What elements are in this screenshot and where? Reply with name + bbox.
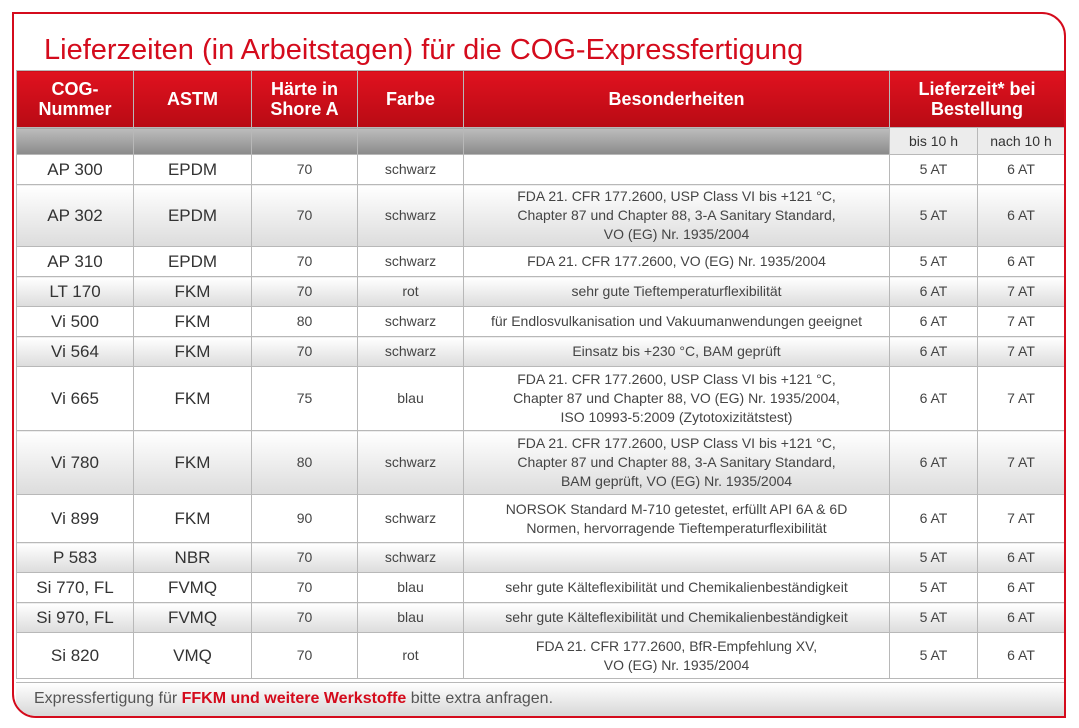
haerte-cell: 70 (252, 247, 358, 277)
lieferzeit-bis-cell: 6 AT (890, 431, 978, 495)
farbe-cell: rot (358, 277, 464, 307)
farbe-cell: schwarz (358, 247, 464, 277)
farbe-cell: schwarz (358, 307, 464, 337)
farbe-cell: schwarz (358, 185, 464, 247)
lieferzeit-bis-cell: 5 AT (890, 185, 978, 247)
lieferzeit-nach-cell: 7 AT (978, 277, 1065, 307)
astm-cell: EPDM (134, 155, 252, 185)
haerte-cell: 70 (252, 633, 358, 679)
cog-nummer-cell: LT 170 (17, 277, 134, 307)
besonderheiten-cell (464, 543, 890, 573)
haerte-cell: 90 (252, 495, 358, 543)
table-row (17, 307, 1065, 337)
haerte-cell: 70 (252, 155, 358, 185)
footer-text: Expressfertigung für FFKM und weitere Werkstoffe bitte extra anfragen. (34, 690, 554, 707)
header-haerte: Härte in Shore A (252, 71, 358, 128)
table-row (17, 543, 1065, 573)
farbe-cell: blau (358, 367, 464, 431)
besonderheiten-cell: FDA 21. CFR 177.2600, BfR-Empfehlung XV, VO (EG) Nr. 1935/2004 (464, 633, 890, 679)
table-row (17, 603, 1065, 633)
cog-nummer-cell: Si 820 (17, 633, 134, 679)
farbe-cell: schwarz (358, 495, 464, 543)
astm-cell: VMQ (134, 633, 252, 679)
lieferzeit-nach-cell: 7 AT (978, 367, 1065, 431)
lieferzeit-nach-cell: 6 AT (978, 155, 1065, 185)
lieferzeit-bis-cell: 6 AT (890, 307, 978, 337)
astm-cell: FKM (134, 277, 252, 307)
page-title: Lieferzeiten (in Arbeitstagen) für die COG-Expressfertigung (44, 34, 804, 66)
cog-nummer-cell: Si 970, FL (17, 603, 134, 633)
cog-nummer-cell: Vi 899 (17, 495, 134, 543)
lieferzeit-bis-cell: 6 AT (890, 337, 978, 367)
besonderheiten-cell: sehr gute Kälteflexibilität und Chemikalienbeständigkeit (464, 573, 890, 603)
lieferzeit-bis-cell: 6 AT (890, 277, 978, 307)
haerte-cell: 80 (252, 431, 358, 495)
subheader-nach-10h: nach 10 h (978, 128, 1065, 155)
haerte-cell: 70 (252, 543, 358, 573)
besonderheiten-cell: NORSOK Standard M-710 getestet, erfüllt API 6A & 6D Normen, hervorragende Tieftemperaturflexibilität (464, 495, 890, 543)
astm-cell: FKM (134, 337, 252, 367)
table-row (17, 337, 1065, 367)
cog-nummer-cell: P 583 (17, 543, 134, 573)
lieferzeit-bis-cell: 5 AT (890, 603, 978, 633)
farbe-cell: schwarz (358, 155, 464, 185)
cog-nummer-cell: AP 310 (17, 247, 134, 277)
lieferzeit-bis-cell: 5 AT (890, 543, 978, 573)
header-astm: ASTM (134, 71, 252, 128)
farbe-cell: schwarz (358, 431, 464, 495)
besonderheiten-cell: FDA 21. CFR 177.2600, USP Class VI bis +121 °C, Chapter 87 und Chapter 88, 3-A Sanitary Standard, VO (EG) Nr. 1935/2004 (464, 185, 890, 247)
farbe-cell: schwarz (358, 337, 464, 367)
lieferzeit-nach-cell: 6 AT (978, 543, 1065, 573)
lieferzeit-nach-cell: 6 AT (978, 633, 1065, 679)
lieferzeit-nach-cell: 7 AT (978, 337, 1065, 367)
besonderheiten-cell (464, 155, 890, 185)
header-lieferzeit: Lieferzeit* bei Bestellung (890, 71, 1065, 128)
lieferzeit-nach-cell: 6 AT (978, 603, 1065, 633)
haerte-cell: 70 (252, 277, 358, 307)
lieferzeit-bis-cell: 6 AT (890, 495, 978, 543)
farbe-cell: rot (358, 633, 464, 679)
cog-nummer-cell: Vi 564 (17, 337, 134, 367)
delivery-times-table (16, 70, 1065, 679)
farbe-cell: schwarz (358, 543, 464, 573)
lieferzeit-nach-cell: 6 AT (978, 573, 1065, 603)
haerte-cell: 70 (252, 573, 358, 603)
astm-cell: FKM (134, 307, 252, 337)
header-cog-nummer: COG- Nummer (17, 71, 134, 128)
table-row (17, 247, 1065, 277)
cog-nummer-cell: AP 300 (17, 155, 134, 185)
besonderheiten-cell: FDA 21. CFR 177.2600, USP Class VI bis +121 °C, Chapter 87 und Chapter 88, 3-A Sanitary Standard, BAM geprüft, VO (EG) Nr. 1935/2004 (464, 431, 890, 495)
table-row (17, 367, 1065, 431)
table-row (17, 155, 1065, 185)
besonderheiten-cell: für Endlosvulkanisation und Vakuumanwendungen geeignet (464, 307, 890, 337)
lieferzeit-bis-cell: 5 AT (890, 155, 978, 185)
haerte-cell: 70 (252, 603, 358, 633)
astm-cell: FKM (134, 367, 252, 431)
table-header-row (17, 71, 1065, 128)
farbe-cell: blau (358, 573, 464, 603)
besonderheiten-cell: sehr gute Tieftemperaturflexibilität (464, 277, 890, 307)
table-row (17, 495, 1065, 543)
haerte-cell: 70 (252, 185, 358, 247)
haerte-cell: 80 (252, 307, 358, 337)
astm-cell: FKM (134, 495, 252, 543)
lieferzeit-nach-cell: 7 AT (978, 495, 1065, 543)
farbe-cell: blau (358, 603, 464, 633)
besonderheiten-cell: sehr gute Kälteflexibilität und Chemikalienbeständigkeit (464, 603, 890, 633)
lieferzeit-bis-cell: 5 AT (890, 633, 978, 679)
footer-highlight: FFKM und weitere Werkstoffe (181, 690, 407, 707)
subheader-bis-10h: bis 10 h (890, 128, 978, 155)
astm-cell: FVMQ (134, 603, 252, 633)
cog-nummer-cell: Si 770, FL (17, 573, 134, 603)
table-row (17, 431, 1065, 495)
delivery-times-card (12, 12, 1066, 718)
cog-nummer-cell: Vi 665 (17, 367, 134, 431)
astm-cell: FVMQ (134, 573, 252, 603)
lieferzeit-nach-cell: 7 AT (978, 431, 1065, 495)
cog-nummer-cell: Vi 500 (17, 307, 134, 337)
table-row (17, 633, 1065, 679)
table-subheader-row (17, 128, 1065, 155)
footer-note (16, 682, 1064, 717)
lieferzeit-nach-cell: 6 AT (978, 185, 1065, 247)
lieferzeit-nach-cell: 6 AT (978, 247, 1065, 277)
lieferzeit-bis-cell: 5 AT (890, 247, 978, 277)
table-row (17, 185, 1065, 247)
header-besonderheiten: Besonderheiten (464, 71, 890, 128)
lieferzeit-nach-cell: 7 AT (978, 307, 1065, 337)
haerte-cell: 75 (252, 367, 358, 431)
table-row (17, 277, 1065, 307)
astm-cell: EPDM (134, 185, 252, 247)
table-row (17, 573, 1065, 603)
besonderheiten-cell: Einsatz bis +230 °C, BAM geprüft (464, 337, 890, 367)
lieferzeit-bis-cell: 5 AT (890, 573, 978, 603)
haerte-cell: 70 (252, 337, 358, 367)
astm-cell: NBR (134, 543, 252, 573)
header-farbe: Farbe (358, 71, 464, 128)
astm-cell: FKM (134, 431, 252, 495)
lieferzeit-bis-cell: 6 AT (890, 367, 978, 431)
astm-cell: EPDM (134, 247, 252, 277)
besonderheiten-cell: FDA 21. CFR 177.2600, VO (EG) Nr. 1935/2004 (464, 247, 890, 277)
table-body (17, 155, 1065, 679)
cog-nummer-cell: AP 302 (17, 185, 134, 247)
besonderheiten-cell: FDA 21. CFR 177.2600, USP Class VI bis +121 °C, Chapter 87 und Chapter 88, VO (EG) Nr. 1935/2004, ISO 10993-5:2009 (Zytotoxizitätstest) (464, 367, 890, 431)
cog-nummer-cell: Vi 780 (17, 431, 134, 495)
